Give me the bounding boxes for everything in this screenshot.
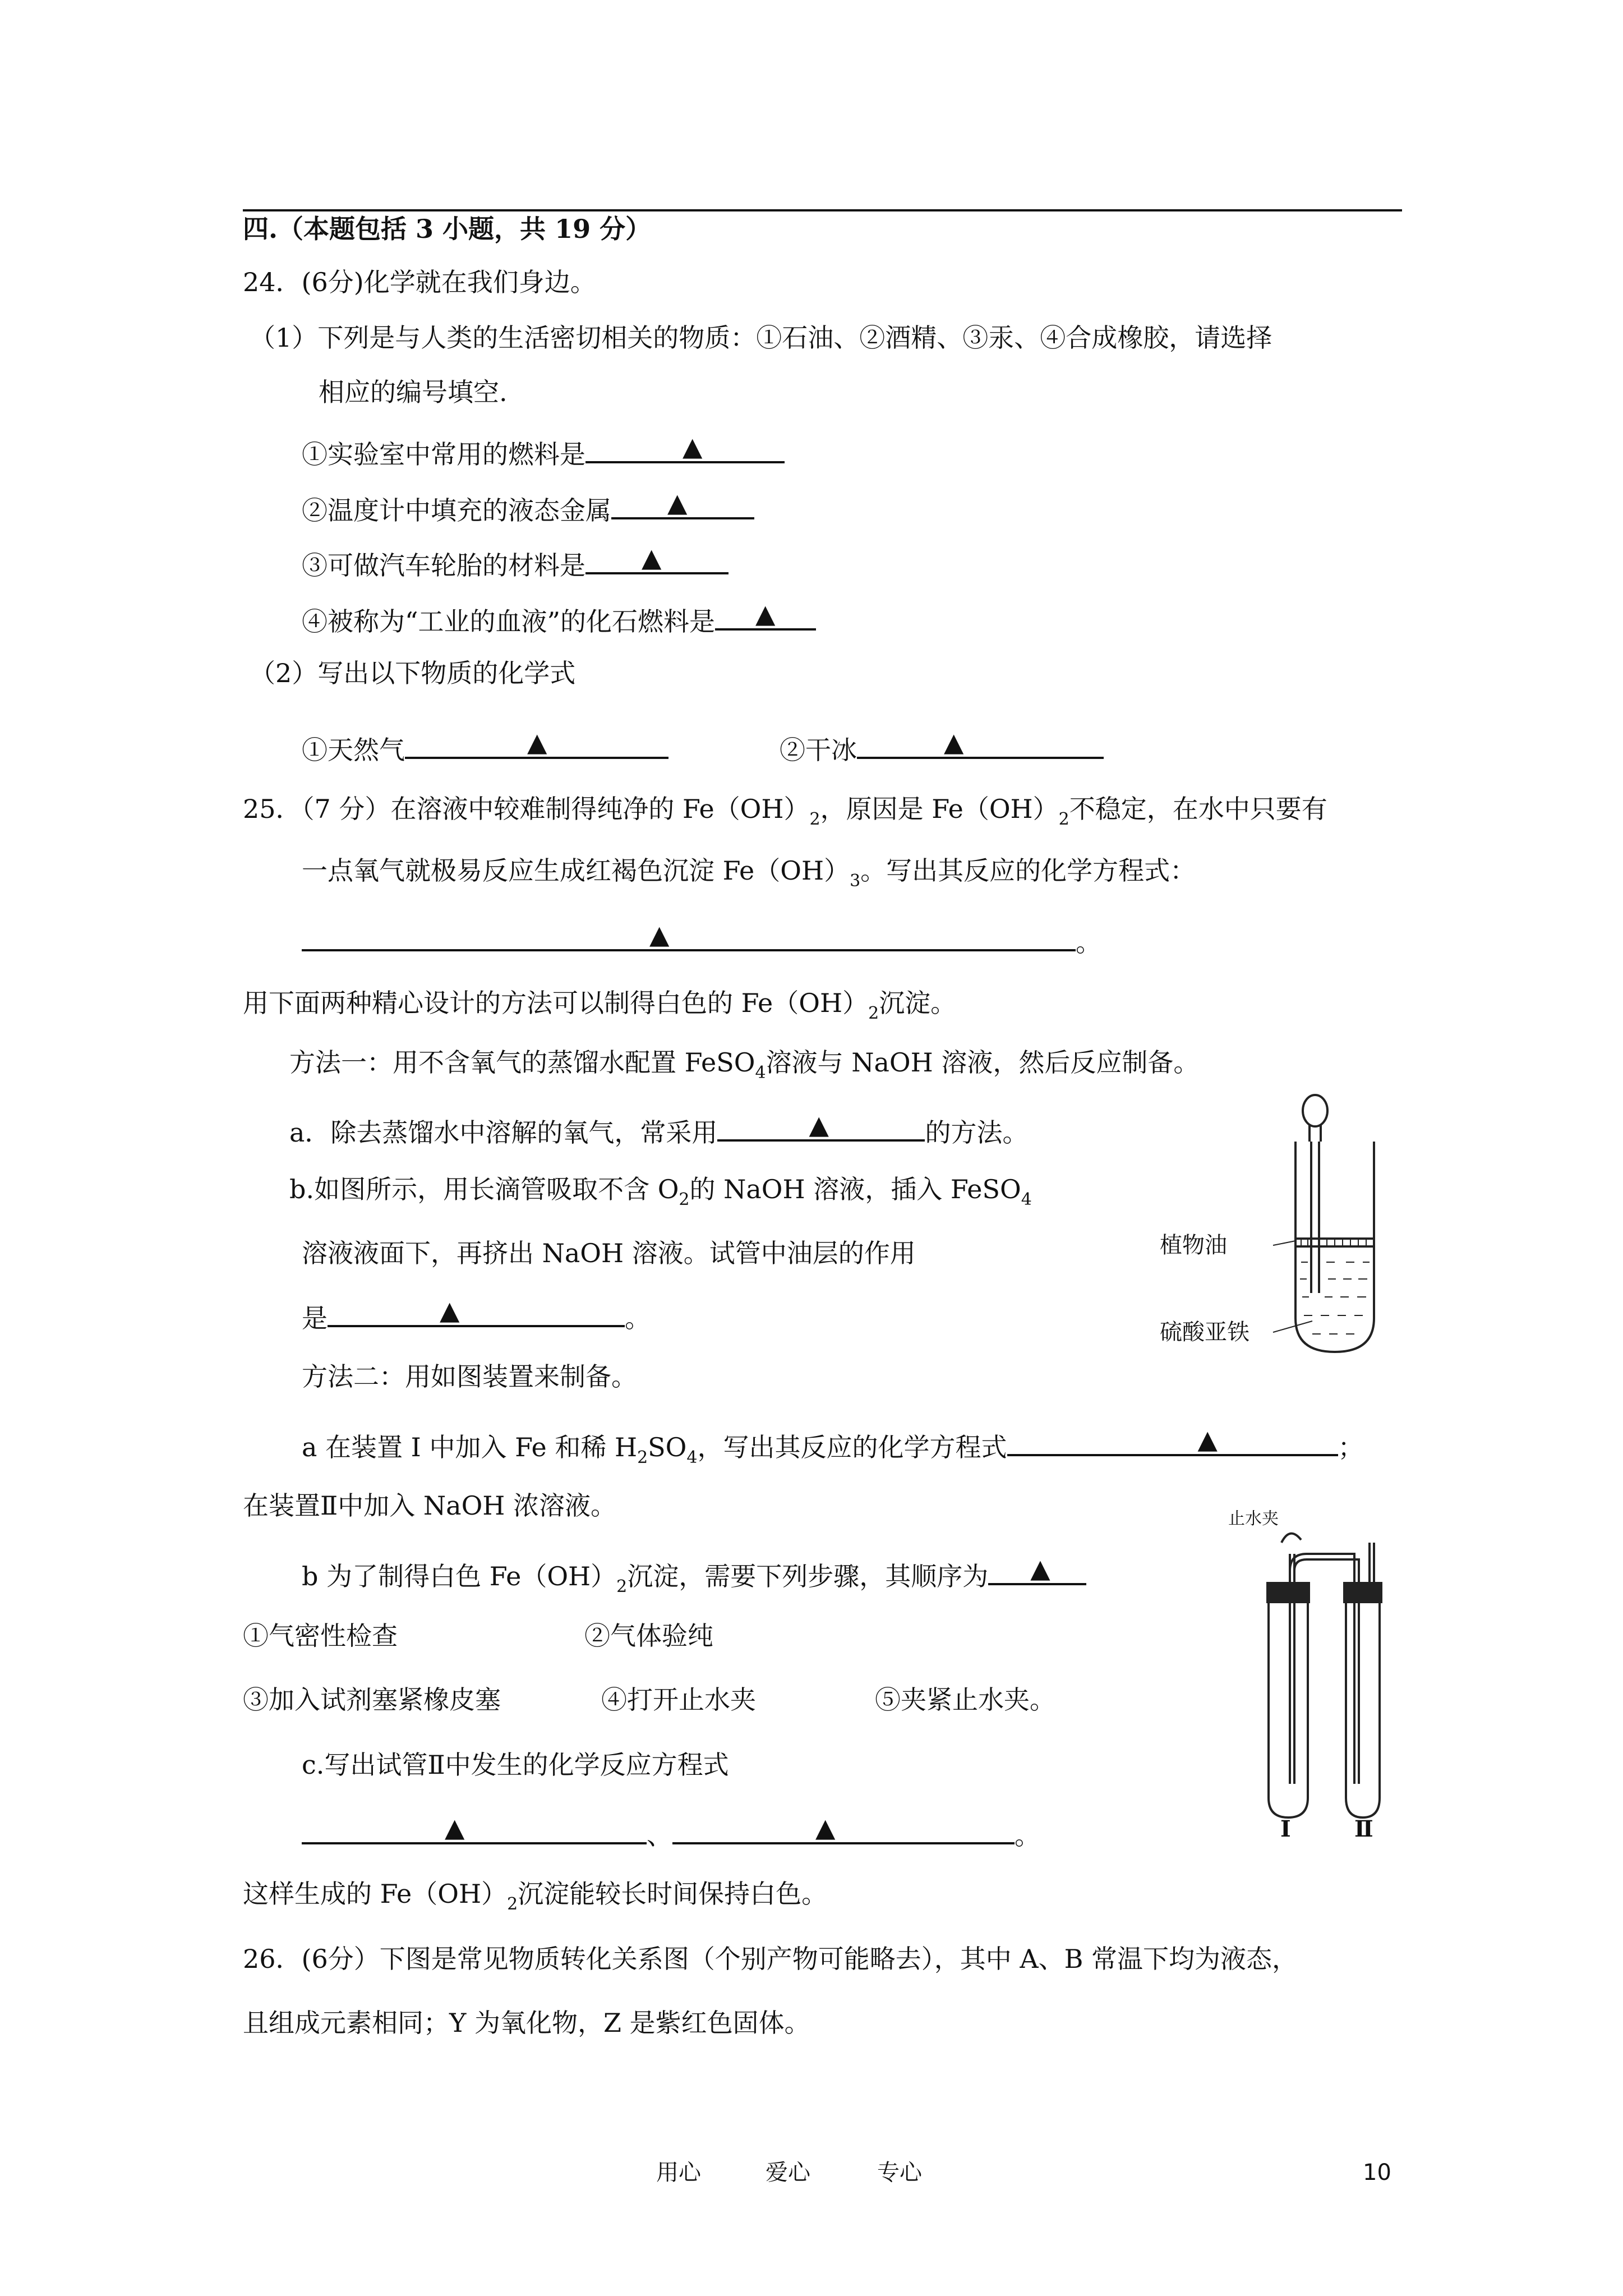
q25-line2: 一点氧气就极易反应生成红褐色沉淀 $Fe(OH)_3$。写出其反应的化学方程式：: [302, 855, 1196, 891]
q26-line2: 且组成元素相同；Y 为氧化物，Z 是紫红色固体。: [243, 2008, 810, 2038]
answer-blank[interactable]: [405, 728, 668, 759]
method1-b-line3: 是 ▲ 。: [302, 1295, 651, 1333]
q25-line4: 用下面两种精心设计的方法可以制得白色的 $Fe(OH)_2$沉淀。: [243, 988, 957, 1023]
answer-blank[interactable]: [328, 1296, 625, 1327]
step-5: ⑤夹紧止水夹。: [875, 1685, 1055, 1715]
answer-blank[interactable]: [611, 488, 754, 519]
two-tube-apparatus-figure: [1256, 1509, 1408, 1823]
answer-blank[interactable]: [302, 1813, 647, 1844]
answer-mark: ▲: [642, 542, 662, 573]
answer-blank[interactable]: [585, 543, 728, 574]
label-plant-oil: 植物油: [1160, 1232, 1227, 1258]
q24-natural-gas: ①天然气 ▲: [302, 728, 668, 767]
answer-blank[interactable]: [988, 1554, 1086, 1585]
method2-a-line2: 在装置Ⅱ中加入 NaOH 浓溶液。: [243, 1490, 617, 1521]
q24-title: 24．(6分)化学就在我们身边。: [243, 267, 596, 297]
method1-b-line2: 溶液液面下，再挤出 NaOH 溶液。试管中油层的作用: [302, 1238, 916, 1268]
method1-a: a．除去蒸馏水中溶解的氧气，常采用 ▲ 的方法。: [289, 1110, 1029, 1148]
footer-text-right: 专心: [877, 2160, 922, 2185]
answer-blank[interactable]: [857, 728, 1104, 759]
label-tube-1: Ⅰ: [1280, 1816, 1291, 1842]
method1-intro: 方法一：用不含氧气的蒸馏水配置 FeSO$_4$溶液与 NaOH 溶液，然后反应制备。: [289, 1047, 1200, 1083]
answer-blank[interactable]: [302, 920, 1076, 951]
answer-mark: ▲: [809, 1110, 829, 1140]
footer-text-left: 用心: [656, 2160, 701, 2185]
step-1: ①气密性检查: [243, 1621, 398, 1651]
answer-mark: ▲: [755, 599, 776, 629]
q24-dry-ice: ②干冰 ▲: [780, 728, 1104, 767]
answer-mark: ▲: [1030, 1553, 1050, 1584]
answer-blank[interactable]: [585, 432, 785, 463]
q24-item2: ②温度计中填充的液态金属 ▲: [302, 488, 754, 527]
answer-mark: ▲: [683, 431, 703, 462]
answer-blank[interactable]: [672, 1813, 1015, 1844]
q25-equation-line: ▲ 。: [302, 920, 1101, 959]
answer-blank[interactable]: [717, 1110, 925, 1142]
label-tube-2: Ⅱ: [1354, 1816, 1373, 1842]
label-stop-clamp: 止水夹: [1228, 1509, 1279, 1529]
section-header: 四.（本题包括 3 小题，共 19 分）: [243, 214, 652, 244]
answer-blank[interactable]: [1007, 1425, 1338, 1456]
q26-line1: 26．(6分）下图是常见物质转化关系图（个别产物可能略去），其中 A、B 常温下均为液态，: [243, 1944, 1298, 1974]
header-rule: [243, 209, 1402, 211]
answer-mark: ▲: [649, 919, 670, 950]
answer-mark: ▲: [815, 1812, 836, 1843]
method1-b-line1: b.如图所示，用长滴管吸取不含 $O_2$的 NaOH 溶液，插入 FeSO$_4$: [289, 1174, 1032, 1209]
q24-part2: （2）写出以下物质的化学式: [250, 658, 576, 688]
answer-mark: ▲: [1197, 1424, 1218, 1455]
method2-a: a 在装置 Ⅰ 中加入 Fe 和稀 $H_2SO_4$，写出其反应的化学方程式 ▲ ；: [302, 1424, 1364, 1467]
q24-part1-line1: （1）下列是与人类的生活密切相关的物质：①石油、②酒精、③汞、④合成橡胶，请选择: [250, 323, 1272, 353]
test-tube-figure: [1273, 1094, 1408, 1363]
method2-c: c.写出试管Ⅱ中发生的化学反应方程式: [302, 1750, 729, 1780]
label-ferrous-sulfate: 硫酸亚铁: [1160, 1319, 1249, 1345]
step-4: ④打开止水夹: [601, 1685, 756, 1715]
method2-c-answers: ▲ 、 ▲ 。: [302, 1813, 1040, 1852]
q24-item3: ③可做汽车轮胎的材料是 ▲: [302, 543, 728, 582]
step-2: ②气体验纯: [584, 1621, 713, 1651]
method2-intro: 方法二：用如图装置来制备。: [302, 1361, 637, 1392]
method2-b: b 为了制得白色 $Fe(OH)_2$沉淀，需要下列步骤，其顺序为 ▲: [302, 1554, 1086, 1597]
q24-item1: ①实验室中常用的燃料是 ▲: [302, 432, 785, 471]
page-number: 10: [1363, 2160, 1391, 2185]
answer-mark: ▲: [944, 727, 964, 757]
footer-text-mid: 爱心: [766, 2160, 810, 2185]
step-3: ③加入试剂塞紧橡皮塞: [243, 1685, 501, 1715]
answer-mark: ▲: [667, 487, 688, 518]
q24-item4: ④被称为“工业的血液”的化石燃料是 ▲: [302, 599, 816, 638]
answer-mark: ▲: [527, 727, 547, 757]
q25-final: 这样生成的 $Fe(OH)_2$沉淀能较长时间保持白色。: [243, 1879, 828, 1914]
q25-line1: 25．（7 分）在溶液中较难制得纯净的 $Fe(OH)_2$，原因是 $Fe(OH)_2$不稳定，在水中只要有: [243, 794, 1327, 829]
answer-mark: ▲: [445, 1812, 465, 1843]
q24-part1-line2: 相应的编号填空.: [319, 377, 508, 407]
answer-blank[interactable]: [715, 599, 816, 631]
answer-mark: ▲: [440, 1295, 460, 1326]
